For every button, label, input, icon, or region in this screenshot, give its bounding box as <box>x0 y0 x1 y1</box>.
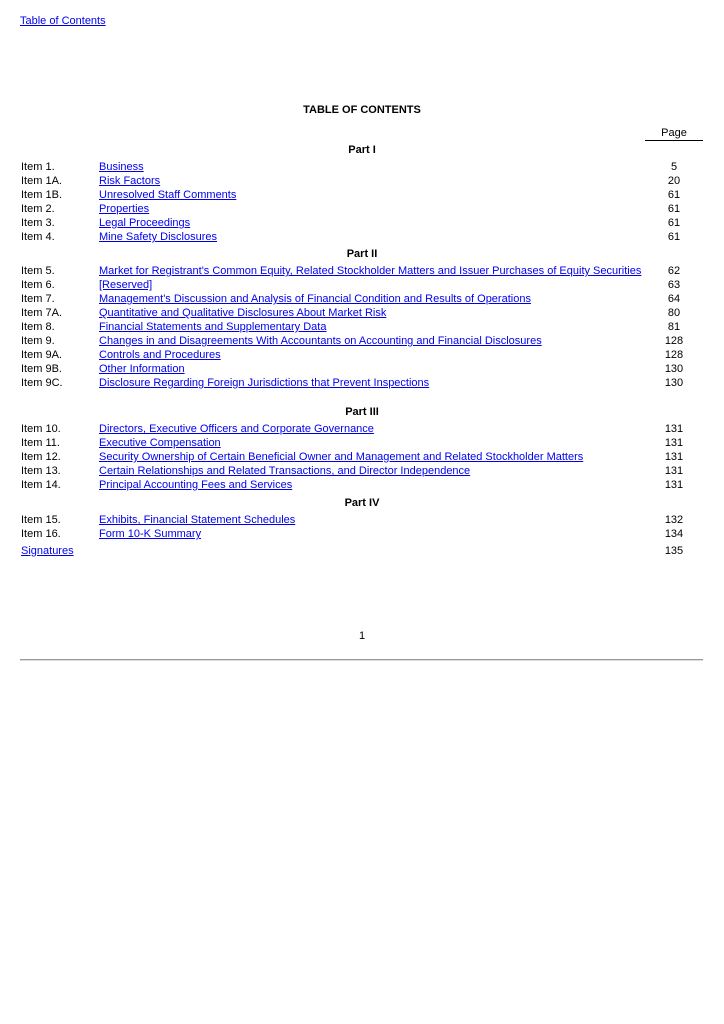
item-page: 5 <box>670 161 678 173</box>
item-title-link[interactable]: Financial Statements and Supplementary Data <box>99 321 327 333</box>
item-title-link[interactable]: Properties <box>99 203 150 215</box>
item-page: 131 <box>664 465 684 477</box>
toc-row <box>0 321 724 335</box>
item-number: Item 9B. <box>21 363 62 375</box>
toc-row <box>0 465 724 479</box>
page-divider <box>20 659 703 661</box>
item-number: Item 9A. <box>21 349 62 361</box>
item-number: Item 3. <box>21 217 55 229</box>
item-title-link[interactable]: Security Ownership of Certain Beneficial Owner and Management and Related Stockholder Matters <box>99 451 584 463</box>
item-page: 131 <box>664 437 684 449</box>
item-number: Item 16. <box>21 528 61 540</box>
item-title-link[interactable]: [Reserved] <box>99 279 153 291</box>
toc-row <box>0 217 724 231</box>
part-heading: Part I <box>348 144 376 156</box>
item-number: Item 7. <box>21 293 55 305</box>
item-number: Item 13. <box>21 465 61 477</box>
item-number: Item 9. <box>21 335 55 347</box>
item-title-link[interactable]: Legal Proceedings <box>99 217 191 229</box>
toc-row-signatures <box>0 545 724 559</box>
item-page: 61 <box>667 203 681 215</box>
toc-row <box>0 231 724 245</box>
item-page: 134 <box>664 528 684 540</box>
item-page: 131 <box>664 451 684 463</box>
toc-row <box>0 203 724 217</box>
item-page: 61 <box>667 189 681 201</box>
item-number: Item 5. <box>21 265 55 277</box>
toc-row <box>0 279 724 293</box>
toc-row <box>0 335 724 349</box>
toc-row <box>0 293 724 307</box>
item-number: Item 9C. <box>21 377 63 389</box>
item-page: 130 <box>664 377 684 389</box>
toc-row <box>0 377 724 391</box>
item-title-link[interactable]: Exhibits, Financial Statement Schedules <box>99 514 296 526</box>
toc-row <box>0 265 724 279</box>
item-number: Item 6. <box>21 279 55 291</box>
item-title-link[interactable]: Changes in and Disagreements With Accountants on Accounting and Financial Disclosures <box>99 335 542 347</box>
item-number: Item 12. <box>21 451 61 463</box>
toc-row <box>0 528 724 542</box>
toc-row <box>0 307 724 321</box>
item-title-link[interactable]: Executive Compensation <box>99 437 221 449</box>
item-number: Item 2. <box>21 203 55 215</box>
item-page: 135 <box>664 545 684 557</box>
item-title-link[interactable]: Management's Discussion and Analysis of Financial Condition and Results of Operations <box>99 293 531 305</box>
item-page: 128 <box>664 335 684 347</box>
item-number: Item 1B. <box>21 189 62 201</box>
toc-row <box>0 514 724 528</box>
part-heading: Part II <box>346 248 378 260</box>
item-page: 131 <box>664 479 684 491</box>
table-of-contents-link[interactable]: Table of Contents <box>20 15 106 27</box>
signatures-link[interactable]: Signatures <box>21 545 74 557</box>
toc-row <box>0 423 724 437</box>
toc-row <box>0 189 724 203</box>
part-heading: Part III <box>345 406 379 418</box>
item-page: 130 <box>664 363 684 375</box>
item-title-link[interactable]: Quantitative and Qualitative Disclosures About Market Risk <box>99 307 387 319</box>
item-title-link[interactable]: Disclosure Regarding Foreign Jurisdictions that Prevent Inspections <box>99 377 430 389</box>
document-title: TABLE OF CONTENTS <box>303 104 421 116</box>
item-title-link[interactable]: Market for Registrant's Common Equity, Related Stockholder Matters and Issuer Purchases of Equity Securities <box>99 265 642 277</box>
item-title-link[interactable]: Mine Safety Disclosures <box>99 231 217 243</box>
item-number: Item 1A. <box>21 175 62 187</box>
toc-row <box>0 437 724 451</box>
toc-row <box>0 363 724 377</box>
item-number: Item 10. <box>21 423 61 435</box>
item-page: 63 <box>667 279 681 291</box>
item-page: 61 <box>667 217 681 229</box>
item-title-link[interactable]: Directors, Executive Officers and Corporate Governance <box>99 423 374 435</box>
item-number: Item 11. <box>21 437 60 449</box>
toc-row <box>0 349 724 363</box>
toc-row <box>0 175 724 189</box>
item-page: 131 <box>664 423 684 435</box>
item-title-link[interactable]: Certain Relationships and Related Transactions, and Director Independence <box>99 465 471 477</box>
toc-row <box>0 451 724 465</box>
item-number: Item 15. <box>21 514 61 526</box>
toc-row <box>0 479 724 493</box>
item-number: Item 14. <box>21 479 61 491</box>
item-title-link[interactable]: Other Information <box>99 363 185 375</box>
item-page: 62 <box>667 265 681 277</box>
item-number: Item 1. <box>21 161 55 173</box>
part-heading: Part IV <box>344 497 380 509</box>
item-page: 132 <box>664 514 684 526</box>
item-title-link[interactable]: Risk Factors <box>99 175 161 187</box>
item-page: 20 <box>667 175 681 187</box>
item-title-link[interactable]: Principal Accounting Fees and Services <box>99 479 293 491</box>
item-number: Item 4. <box>21 231 55 243</box>
item-number: Item 7A. <box>21 307 62 319</box>
item-page: 81 <box>667 321 681 333</box>
item-page: 80 <box>667 307 681 319</box>
item-page: 64 <box>667 293 681 305</box>
item-title-link[interactable]: Controls and Procedures <box>99 349 221 361</box>
page-column-header: Page <box>645 127 703 141</box>
toc-row <box>0 161 724 175</box>
item-title-link[interactable]: Unresolved Staff Comments <box>99 189 237 201</box>
page-number: 1 <box>358 630 366 642</box>
item-page: 128 <box>664 349 684 361</box>
item-page: 61 <box>667 231 681 243</box>
item-number: Item 8. <box>21 321 55 333</box>
item-title-link[interactable]: Form 10-K Summary <box>99 528 202 540</box>
item-title-link[interactable]: Business <box>99 161 144 173</box>
